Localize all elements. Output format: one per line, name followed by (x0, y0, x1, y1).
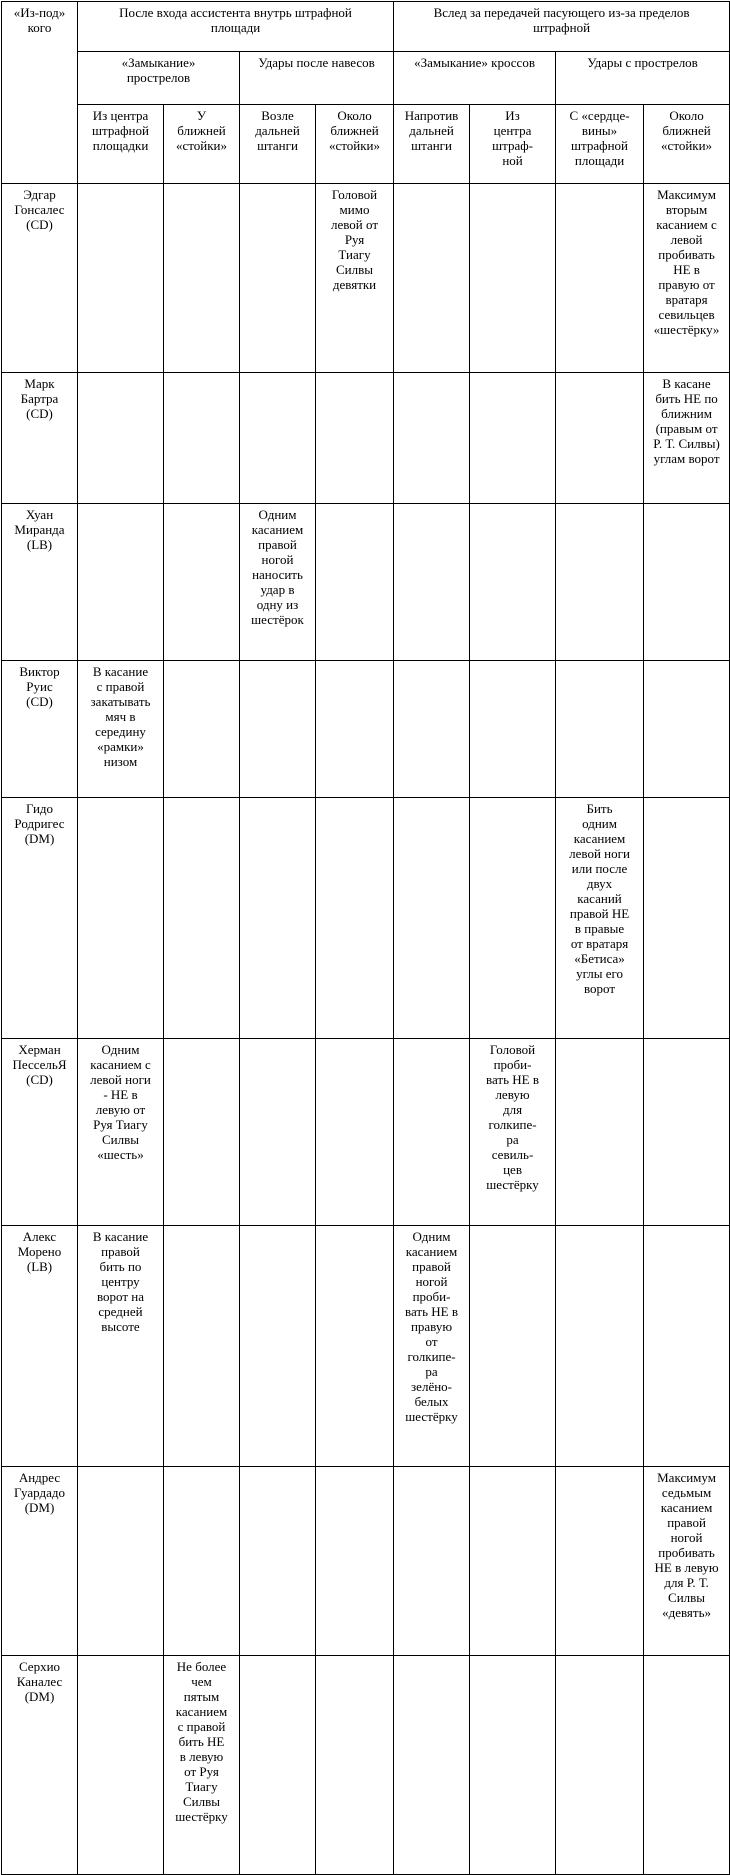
header-closing-cutbacks: «Замыкание» прострелов (78, 52, 240, 105)
table-cell (394, 661, 470, 798)
table-cell (78, 798, 164, 1039)
table-cell (644, 661, 730, 798)
table-cell (240, 1039, 316, 1226)
player-name: Гидо Родригес (DM) (2, 798, 78, 1039)
table-cell (470, 1226, 556, 1467)
table-cell (644, 1656, 730, 1875)
table-row (2, 373, 730, 504)
header-shots-from-cutbacks: Удары с прострелов (556, 52, 730, 105)
table-cell (164, 661, 240, 798)
table-cell (164, 798, 240, 1039)
player-name: Хуан Миранда (LB) (2, 504, 78, 661)
column-header: Напротив дальней штанги (394, 105, 470, 184)
table-cell: В касание правой бить по центру ворот на средней высоте (78, 1226, 164, 1467)
table-cell: Головой проби- вать НЕ в левую для голкипе- ра севиль- цев шестёрку (470, 1039, 556, 1226)
table-cell (556, 661, 644, 798)
table-cell (240, 1467, 316, 1656)
table-row (2, 184, 730, 373)
table-cell (78, 504, 164, 661)
table-cell (164, 373, 240, 504)
table-cell (316, 1039, 394, 1226)
table-cell (240, 798, 316, 1039)
table-cell (556, 1656, 644, 1875)
table-cell (78, 184, 164, 373)
table-cell: В касане бить НЕ по ближним (правым от Р. Т. Силвы) углам ворот (644, 373, 730, 504)
table-cell: Одним касанием правой ногой проби- вать НЕ в правую от голкипе- ра зелёно- белых шестёрку (394, 1226, 470, 1467)
table-cell (470, 661, 556, 798)
table-cell (240, 184, 316, 373)
header-from-whom: «Из-под» кого (2, 2, 78, 184)
table-cell (164, 504, 240, 661)
table-cell (556, 1467, 644, 1656)
table-cell (164, 1467, 240, 1656)
table-cell (644, 798, 730, 1039)
player-name: Херман ПессельЯ (CD) (2, 1039, 78, 1226)
column-header: Около ближней «стойки» (644, 105, 730, 184)
player-name: Марк Бартра (CD) (2, 373, 78, 504)
table-cell (316, 798, 394, 1039)
table-cell (78, 1467, 164, 1656)
table-cell (240, 373, 316, 504)
table-cell (556, 373, 644, 504)
table-cell (470, 373, 556, 504)
table-row (2, 1226, 730, 1467)
table-cell: Бить одним касанием левой ноги или после двух касаний правой НЕ в правые от вратаря «Бетиса» углы его ворот (556, 798, 644, 1039)
table-cell: Одним касанием правой ногой наносить удар в одну из шестёрок (240, 504, 316, 661)
player-name: Виктор Руис (CD) (2, 661, 78, 798)
table-cell (240, 661, 316, 798)
table-cell (644, 1226, 730, 1467)
table-cell (556, 504, 644, 661)
table-cell (644, 1039, 730, 1226)
table-cell (394, 373, 470, 504)
table-cell (644, 504, 730, 661)
column-header: С «сердце- вины» штрафной площади (556, 105, 644, 184)
table-cell (394, 504, 470, 661)
table-cell: Максимум вторым касанием с левой пробивать НЕ в правую от вратаря севильцев «шестёрку» (644, 184, 730, 373)
table-cell (164, 1226, 240, 1467)
table-cell (316, 1656, 394, 1875)
table-cell (394, 1467, 470, 1656)
table-cell (316, 504, 394, 661)
column-header: Возле дальней штанги (240, 105, 316, 184)
table-cell (240, 1226, 316, 1467)
table-cell (394, 1039, 470, 1226)
table-cell (470, 1467, 556, 1656)
column-header: Из центра штраф- ной (470, 105, 556, 184)
table-cell (470, 184, 556, 373)
table-cell (78, 1656, 164, 1875)
table-cell (164, 184, 240, 373)
table-cell (556, 1039, 644, 1226)
table-cell (556, 184, 644, 373)
player-name: Серхио Каналес (DM) (2, 1656, 78, 1875)
table-cell (316, 661, 394, 798)
table-cell (394, 184, 470, 373)
player-name: Эдгар Гонсалес (CD) (2, 184, 78, 373)
header-shots-after-lobs: Удары после навесов (240, 52, 394, 105)
table-cell: Не более чем пятым касанием с правой бить НЕ в левую от Руя Тиагу Силвы шестёрку (164, 1656, 240, 1875)
header-outside-box: Вслед за передачей пасующего из-за пределов штрафной (394, 2, 730, 52)
table-cell (556, 1226, 644, 1467)
shots-table (1, 1, 730, 1875)
player-name: Алекс Морено (LB) (2, 1226, 78, 1467)
table-cell (470, 504, 556, 661)
table-cell (316, 1467, 394, 1656)
table-row (2, 504, 730, 661)
table-cell (394, 798, 470, 1039)
table-row (2, 1656, 730, 1875)
table-cell (316, 1226, 394, 1467)
column-header: Из центра штрафной площадки (78, 105, 164, 184)
table-cell (470, 798, 556, 1039)
table-row (2, 1467, 730, 1656)
table-row (2, 798, 730, 1039)
table-cell: Головой мимо левой от Руя Тиагу Силвы девятки (316, 184, 394, 373)
table-cell (394, 1656, 470, 1875)
column-header: У ближней «стойки» (164, 105, 240, 184)
table-row (2, 1039, 730, 1226)
player-name: Андрес Гуардадо (DM) (2, 1467, 78, 1656)
table-cell (240, 1656, 316, 1875)
header-closing-crosses: «Замыкание» кроссов (394, 52, 556, 105)
column-header: Около ближней «стойки» (316, 105, 394, 184)
table-cell (470, 1656, 556, 1875)
header-inside-box: После входа ассистента внутрь штрафной площади (78, 2, 394, 52)
table-cell: Максимум седьмым касанием правой ногой пробивать НЕ в левую для Р. Т. Силвы «девять» (644, 1467, 730, 1656)
table-cell: Одним касанием с левой ноги - НЕ в левую от Руя Тиагу Силвы «шесть» (78, 1039, 164, 1226)
table-row (2, 661, 730, 798)
table-cell (164, 1039, 240, 1226)
table-cell: В касание с правой закатывать мяч в середину «рамки» низом (78, 661, 164, 798)
table-cell (316, 373, 394, 504)
table-cell (78, 373, 164, 504)
